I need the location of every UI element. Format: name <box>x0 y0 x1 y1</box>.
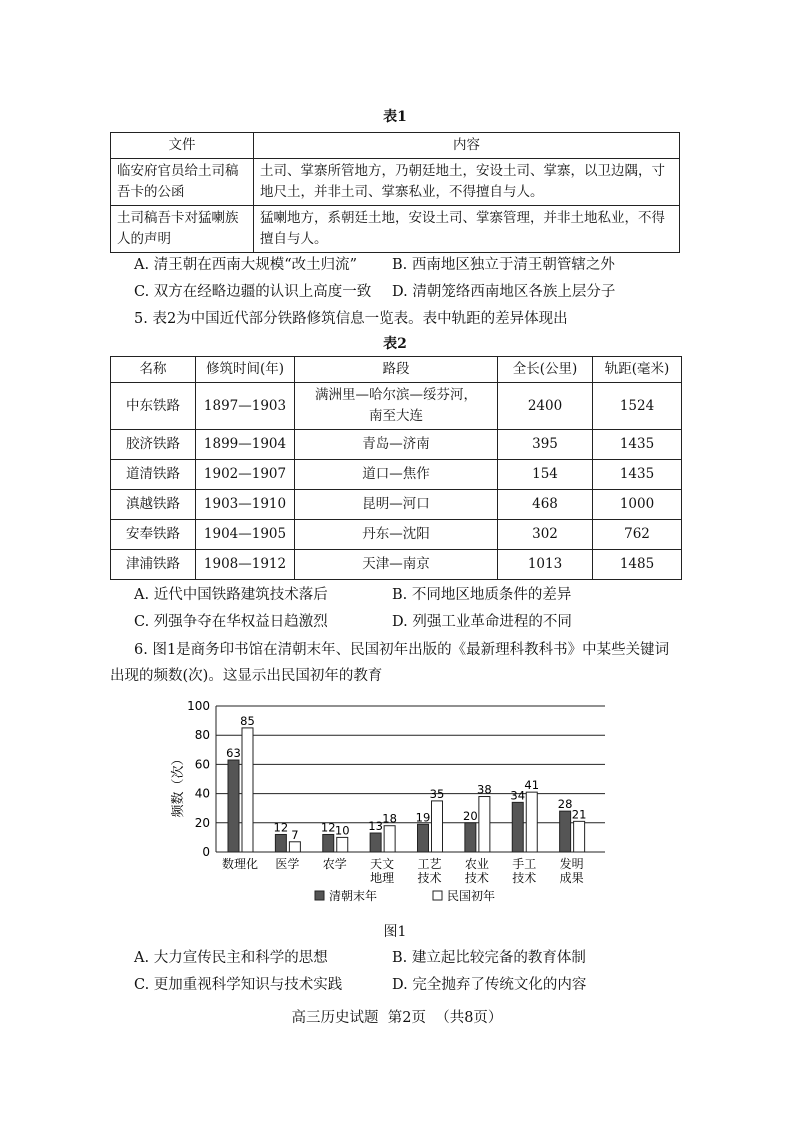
railway-gauge: 1435 <box>593 460 682 490</box>
railway-gauge: 1435 <box>593 430 682 460</box>
page-footer: 高三历史试题 第2页 （共8页） <box>291 1010 503 1026</box>
data-label: 7 <box>291 827 299 842</box>
railway-gauge: 762 <box>593 520 682 550</box>
x-tick-label: 手工 <box>512 857 537 871</box>
bar-minguo <box>242 728 253 852</box>
railway-name: 道清铁路 <box>111 460 196 490</box>
railway-gauge: 1000 <box>593 490 682 520</box>
bar-minguo <box>289 842 300 852</box>
data-label: 10 <box>334 823 350 838</box>
railway-route: 昆明—河口 <box>295 490 498 520</box>
data-label: 20 <box>463 808 478 823</box>
table2-caption: 表2 <box>383 336 407 352</box>
x-tick-label: 农学 <box>322 857 347 871</box>
table2 <box>110 356 682 580</box>
q5-option-d: D. 列强工业革命进程的不同 <box>392 614 572 630</box>
table1-content-cell: 土司、掌寨所管地方，乃朝廷地土，安设土司、掌寨，以卫边隅，寸地尺土，并非土司、掌寨私业，不得擅自与人。 <box>254 159 680 206</box>
railway-years: 1903—1910 <box>196 490 295 520</box>
q6-option-d: D. 完全抛弃了传统文化的内容 <box>392 977 587 993</box>
x-tick-label: 工艺 <box>417 857 442 871</box>
table-row <box>111 430 682 460</box>
table-row <box>111 490 682 520</box>
bar-minguo <box>574 821 585 852</box>
table1-caption: 表1 <box>383 109 407 125</box>
railway-years: 1899—1904 <box>196 430 295 460</box>
table1-header: 内容 <box>254 133 680 159</box>
table1 <box>110 132 680 253</box>
q5-option-a: A. 近代中国铁路建筑技术落后 <box>134 587 328 603</box>
legend-swatch <box>433 891 442 900</box>
railway-length: 302 <box>498 520 593 550</box>
railway-length: 1013 <box>498 550 593 580</box>
table1-header-row <box>111 133 680 159</box>
data-label: 28 <box>557 797 573 812</box>
figure1-caption: 图1 <box>383 924 407 940</box>
table1-doc-cell: 土司稿吾卡对猛喇族人的声明 <box>111 206 254 253</box>
x-tick-label: 地理 <box>370 871 395 885</box>
x-tick-label: 技术 <box>464 871 489 885</box>
data-label: 12 <box>273 820 289 835</box>
y-tick-label: 100 <box>187 699 210 713</box>
table1-content-cell: 猛喇地方，系朝廷土地，安设土司、掌寨管理，并非土地私业，不得擅自与人。 <box>254 206 680 253</box>
x-tick-label: 数理化 <box>221 857 259 871</box>
railway-gauge: 1485 <box>593 550 682 580</box>
data-label: 21 <box>571 807 587 822</box>
data-label: 18 <box>382 811 397 826</box>
table-row <box>111 159 680 206</box>
table-row <box>111 460 682 490</box>
data-label: 85 <box>240 713 255 728</box>
x-tick-label: 天文 <box>370 857 395 871</box>
legend-swatch <box>315 891 324 900</box>
table2-header-row <box>111 357 682 383</box>
frequency-bar-chart <box>150 690 630 920</box>
bar-qing <box>323 834 334 852</box>
legend-label: 清朝末年 <box>329 889 378 903</box>
q5-option-b: B. 不同地区地质条件的差异 <box>392 587 572 603</box>
bar-qing <box>560 811 571 852</box>
bar-minguo <box>432 801 443 852</box>
railway-length: 468 <box>498 490 593 520</box>
x-tick-label: 技术 <box>417 871 442 885</box>
data-label: 38 <box>477 782 492 797</box>
y-tick-label: 20 <box>194 815 210 830</box>
table2-header: 名称 <box>111 357 196 383</box>
x-tick-label: 农业 <box>464 857 489 871</box>
data-label: 41 <box>524 778 540 793</box>
railway-route: 满洲里—哈尔滨—绥芬河，南至大连 <box>295 383 498 430</box>
railway-route: 丹东—沈阳 <box>295 520 498 550</box>
data-label: 35 <box>429 786 445 801</box>
railway-name: 中东铁路 <box>111 383 196 430</box>
railway-route: 天津—南京 <box>295 550 498 580</box>
bar-minguo <box>384 826 395 852</box>
q4-option-b: B. 西南地区独立于清王朝管辖之外 <box>392 257 615 273</box>
table1-header: 文件 <box>111 133 254 159</box>
table-row <box>111 383 682 430</box>
railway-length: 2400 <box>498 383 593 430</box>
y-tick-label: 60 <box>194 757 210 772</box>
railway-name: 胶济铁路 <box>111 430 196 460</box>
q6-stem-line1: 6. 图1是商务印书馆在清朝末年、民国初年出版的《最新理科教科书》中某些关键词 <box>134 642 670 658</box>
q6-option-c: C. 更加重视科学知识与技术实践 <box>134 977 343 993</box>
table-row <box>111 206 680 253</box>
data-label: 19 <box>415 810 431 825</box>
railway-years: 1902—1907 <box>196 460 295 490</box>
table2-header: 路段 <box>295 357 498 383</box>
railway-length: 154 <box>498 460 593 490</box>
x-tick-label: 发明 <box>559 857 584 871</box>
x-tick-label: 技术 <box>512 871 537 885</box>
railway-gauge: 1524 <box>593 383 682 430</box>
data-label: 13 <box>368 819 383 834</box>
q6-option-b: B. 建立起比较完备的教育体制 <box>392 950 586 966</box>
y-tick-label: 80 <box>194 728 210 743</box>
table2-header: 全长(公里) <box>498 357 593 383</box>
bar-qing <box>370 833 381 852</box>
q6-stem-line2: 出现的频数(次)。这显示出民国初年的教育 <box>110 668 383 684</box>
bar-minguo <box>526 792 537 852</box>
data-label: 34 <box>510 788 526 803</box>
data-label: 12 <box>320 820 336 835</box>
railway-name: 安奉铁路 <box>111 520 196 550</box>
railway-length: 395 <box>498 430 593 460</box>
y-axis-label: 频数（次） <box>171 752 186 818</box>
railway-years: 1908—1912 <box>196 550 295 580</box>
q4-option-d: D. 清朝笼络西南地区各族上层分子 <box>392 284 616 300</box>
table2-header: 轨距(毫米) <box>593 357 682 383</box>
q6-option-a: A. 大力宣传民主和科学的思想 <box>134 950 328 966</box>
x-tick-label: 医学 <box>275 857 300 871</box>
railway-name: 津浦铁路 <box>111 550 196 580</box>
bar-qing <box>228 760 239 852</box>
q4-option-c: C. 双方在经略边疆的认识上高度一致 <box>134 284 372 300</box>
x-tick-label: 成果 <box>559 871 584 885</box>
railway-route: 青岛—济南 <box>295 430 498 460</box>
bar-qing <box>275 834 286 852</box>
table2-header: 修筑时间(年) <box>196 357 295 383</box>
q5-option-c: C. 列强争夺在华权益日趋激烈 <box>134 614 328 630</box>
q4-option-a: A. 清王朝在西南大规模“改土归流” <box>134 257 358 273</box>
bar-qing <box>465 823 476 852</box>
railway-route: 道口—焦作 <box>295 460 498 490</box>
legend-label: 民国初年 <box>447 889 496 903</box>
railway-years: 1897—1903 <box>196 383 295 430</box>
bar-minguo <box>337 837 348 852</box>
table-row <box>111 520 682 550</box>
bar-minguo <box>479 797 490 852</box>
railway-name: 滇越铁路 <box>111 490 196 520</box>
data-label: 63 <box>226 746 241 761</box>
y-tick-label: 0 <box>202 845 210 859</box>
q5-stem: 5. 表2为中国近代部分铁路修筑信息一览表。表中轨距的差异体现出 <box>134 311 568 327</box>
table1-doc-cell: 临安府官员给土司稿吾卡的公函 <box>111 159 254 206</box>
bar-qing <box>418 824 429 852</box>
table-row <box>111 550 682 580</box>
y-tick-label: 40 <box>194 786 210 801</box>
railway-years: 1904—1905 <box>196 520 295 550</box>
bar-qing <box>512 802 523 852</box>
